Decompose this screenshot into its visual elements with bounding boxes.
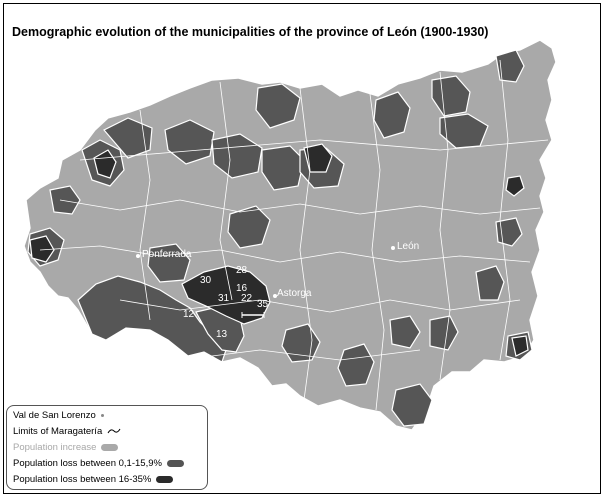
leon-dot bbox=[391, 246, 395, 250]
municipality-number: 13 bbox=[216, 329, 228, 340]
dot-icon bbox=[101, 414, 104, 417]
municipality-number: 30 bbox=[200, 275, 212, 286]
municipality-number: 12 bbox=[183, 309, 195, 320]
legend-label: Population loss between 16-35% bbox=[13, 474, 152, 485]
legend-label: Val de San Lorenzo bbox=[13, 410, 96, 421]
municipality-number: 22 bbox=[241, 293, 253, 304]
legend-item-loss-high bbox=[13, 474, 173, 485]
municipality-number: 16 bbox=[236, 283, 248, 294]
city-label-ponferrada: Ponferrada bbox=[142, 249, 192, 260]
legend-item-population-increase bbox=[13, 442, 118, 453]
city-label-astorga: Astorga bbox=[277, 288, 312, 299]
legend-label: Population loss between 0,1-15,9% bbox=[13, 458, 162, 469]
black-swatch-icon bbox=[156, 476, 173, 483]
legend-item-loss-low bbox=[13, 458, 184, 469]
dark-gray-swatch-icon bbox=[167, 460, 184, 467]
legend-label: Population increase bbox=[13, 442, 97, 453]
municipality-number: 31 bbox=[218, 293, 230, 304]
legend-item-limits-maragateria bbox=[13, 426, 121, 437]
ponferrada-dot bbox=[136, 254, 140, 258]
municipality-number: 35 bbox=[257, 299, 269, 310]
municipality-number: 28 bbox=[236, 265, 248, 276]
map-legend bbox=[6, 405, 208, 490]
light-gray-swatch-icon bbox=[101, 444, 118, 451]
map-title: Demographic evolution of the municipalities of the province of León (1900-1930) bbox=[12, 25, 489, 39]
legend-label: Limits of Maragatería bbox=[13, 426, 103, 437]
legend-item-val-de-san-lorenzo bbox=[13, 410, 104, 421]
limit-line-icon bbox=[107, 427, 121, 437]
city-label-leon: León bbox=[397, 241, 420, 252]
